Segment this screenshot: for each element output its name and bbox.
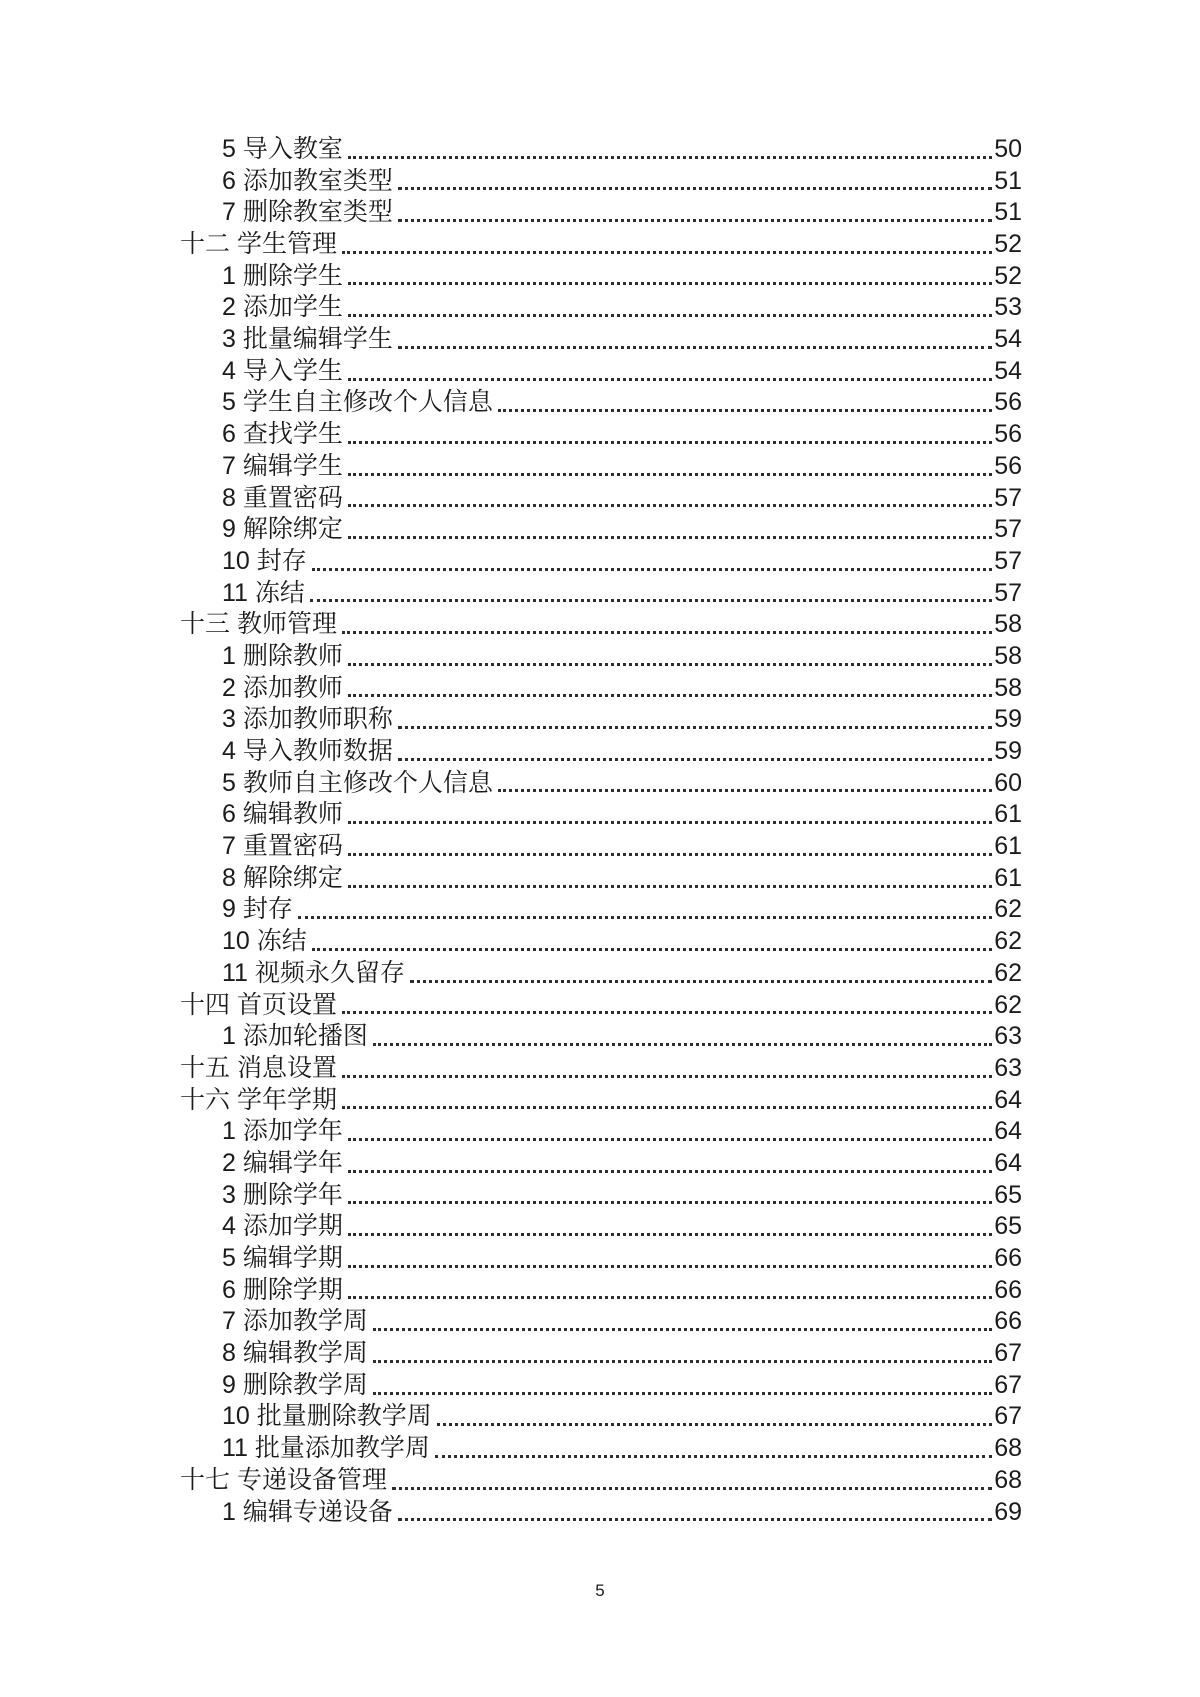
toc-entry-label: 十五 消息设置 (180, 1053, 337, 1082)
toc-entry-label: 6 添加教室类型 (222, 166, 393, 195)
dot-leader (373, 1043, 992, 1046)
toc-entry-label: 4 导入教师数据 (222, 737, 393, 766)
toc-entry[interactable] (180, 388, 1022, 420)
dot-leader (312, 568, 992, 571)
toc-entry-label: 十四 首页设置 (180, 990, 337, 1019)
dot-leader (310, 599, 992, 602)
toc-entry-label: 8 编辑教学周 (222, 1339, 368, 1368)
toc-entry[interactable] (180, 1306, 1022, 1338)
toc-entry-page-number: 69 (994, 1497, 1022, 1526)
toc-entry[interactable] (180, 1116, 1022, 1148)
toc-entry-label: 6 查找学生 (222, 420, 343, 449)
toc-entry-page-number: 65 (994, 1212, 1022, 1241)
toc-entry[interactable] (180, 1021, 1022, 1053)
toc-entry-label: 2 编辑学年 (222, 1148, 343, 1177)
dot-leader (348, 663, 992, 666)
dot-leader (435, 1455, 992, 1458)
toc-entry-label: 2 添加教师 (222, 673, 343, 702)
toc-entry-label: 5 编辑学期 (222, 1244, 343, 1273)
toc-entry-page-number: 52 (994, 261, 1022, 290)
toc-entry-page-number: 64 (994, 1148, 1022, 1177)
toc-entry-page-number: 54 (994, 325, 1022, 354)
dot-leader (392, 1487, 992, 1490)
dot-leader (373, 1328, 992, 1331)
toc-entry-page-number: 56 (994, 451, 1022, 480)
toc-entry-page-number: 64 (994, 1085, 1022, 1114)
toc-entry-page-number: 68 (994, 1434, 1022, 1463)
toc-entry-label: 11 视频永久留存 (222, 958, 405, 987)
toc-entry[interactable] (180, 1180, 1022, 1212)
toc-entry-page-number: 67 (994, 1402, 1022, 1431)
toc-entry-label: 十二 学生管理 (180, 230, 337, 259)
toc-entry-page-number: 58 (994, 641, 1022, 670)
dot-leader (348, 378, 992, 381)
dot-leader (398, 726, 992, 729)
toc-entry-page-number: 67 (994, 1370, 1022, 1399)
toc-entry-page-number: 51 (994, 198, 1022, 227)
toc-entry[interactable] (180, 1275, 1022, 1307)
dot-leader (348, 1138, 992, 1141)
toc-entry[interactable] (180, 166, 1022, 198)
toc-entry-label: 3 添加教师职称 (222, 705, 393, 734)
toc-entry-label: 十七 专递设备管理 (180, 1465, 387, 1494)
toc-entry-label: 10 冻结 (222, 927, 307, 956)
toc-entry-label: 5 学生自主修改个人信息 (222, 388, 493, 417)
toc-entry-page-number: 56 (994, 388, 1022, 417)
dot-leader (348, 441, 992, 444)
toc-entry-page-number: 63 (994, 1022, 1022, 1051)
dot-leader (398, 346, 992, 349)
toc-entry-label: 5 教师自主修改个人信息 (222, 768, 493, 797)
toc-entry-page-number: 57 (994, 546, 1022, 575)
toc-entry-label: 7 删除教室类型 (222, 198, 393, 227)
dot-leader (348, 473, 992, 476)
dot-leader (342, 1106, 992, 1109)
toc-entry-page-number: 62 (994, 958, 1022, 987)
dot-leader (348, 1201, 992, 1204)
toc-entry-label: 11 冻结 (222, 578, 305, 607)
dot-leader (312, 948, 992, 951)
toc-entry[interactable] (180, 736, 1022, 768)
toc-entry-page-number: 52 (994, 230, 1022, 259)
dot-leader (410, 980, 992, 983)
toc-entry[interactable] (180, 673, 1022, 705)
toc-entry[interactable] (180, 831, 1022, 863)
toc-entry[interactable] (180, 863, 1022, 895)
toc-entry-page-number: 62 (994, 895, 1022, 924)
toc-entry[interactable] (180, 483, 1022, 515)
toc-entry-label: 10 批量删除教学周 (222, 1402, 432, 1431)
toc-entry-page-number: 66 (994, 1244, 1022, 1273)
toc-entry-page-number: 62 (994, 927, 1022, 956)
toc-entry-label: 7 编辑学生 (222, 451, 343, 480)
toc-entry-page-number: 58 (994, 610, 1022, 639)
dot-leader (398, 187, 992, 190)
toc-entry[interactable] (180, 419, 1022, 451)
toc-entry-label: 1 添加轮播图 (222, 1022, 368, 1051)
toc-entry[interactable] (180, 292, 1022, 324)
toc-entry-label: 十三 教师管理 (180, 610, 337, 639)
toc-entry[interactable] (180, 229, 1022, 261)
toc-entry-label: 11 批量添加教学周 (222, 1434, 430, 1463)
toc-entry[interactable] (180, 895, 1022, 927)
dot-leader (298, 916, 992, 919)
toc-entry[interactable] (180, 799, 1022, 831)
toc-entry-page-number: 57 (994, 483, 1022, 512)
toc-entry-page-number: 60 (994, 768, 1022, 797)
toc-entry-page-number: 65 (994, 1180, 1022, 1209)
dot-leader (398, 219, 992, 222)
toc-entry-page-number: 57 (994, 515, 1022, 544)
toc-entry-label: 7 添加教学周 (222, 1307, 368, 1336)
toc-entry-page-number: 61 (994, 832, 1022, 861)
table-of-contents (180, 134, 1022, 1528)
toc-entry-page-number: 53 (994, 293, 1022, 322)
dot-leader (342, 631, 992, 634)
toc-entry-page-number: 57 (994, 578, 1022, 607)
toc-entry-page-number: 50 (994, 134, 1022, 163)
toc-entry[interactable] (180, 261, 1022, 293)
toc-entry-label: 8 解除绑定 (222, 863, 343, 892)
toc-entry[interactable] (180, 1211, 1022, 1243)
toc-entry-page-number: 67 (994, 1339, 1022, 1368)
dot-leader (348, 1296, 992, 1299)
toc-entry[interactable] (180, 1497, 1022, 1529)
toc-entry-label: 4 添加学期 (222, 1212, 343, 1241)
toc-entry-page-number: 56 (994, 420, 1022, 449)
toc-entry-label: 6 删除学期 (222, 1275, 343, 1304)
dot-leader (398, 758, 992, 761)
dot-leader (437, 1423, 992, 1426)
toc-entry-label: 1 删除教师 (222, 641, 343, 670)
toc-entry[interactable] (180, 1433, 1022, 1465)
dot-leader (348, 853, 992, 856)
dot-leader (348, 885, 992, 888)
toc-entry[interactable] (180, 546, 1022, 578)
toc-entry-label: 1 添加学年 (222, 1117, 343, 1146)
toc-entry-page-number: 51 (994, 166, 1022, 195)
toc-entry-label: 5 导入教室 (222, 134, 343, 163)
toc-entry-label: 6 编辑教师 (222, 800, 343, 829)
toc-entry-label: 10 封存 (222, 546, 307, 575)
toc-entry[interactable] (180, 514, 1022, 546)
toc-entry[interactable] (180, 704, 1022, 736)
toc-entry-label: 3 批量编辑学生 (222, 325, 393, 354)
dot-leader (398, 1518, 992, 1521)
toc-entry[interactable] (180, 1370, 1022, 1402)
dot-leader (342, 1011, 992, 1014)
toc-entry-label: 2 添加学生 (222, 293, 343, 322)
footer-page-number: 5 (595, 1581, 605, 1600)
dot-leader (348, 314, 992, 317)
dot-leader (348, 1233, 992, 1236)
toc-entry-label: 7 重置密码 (222, 832, 343, 861)
toc-entry[interactable] (180, 1402, 1022, 1434)
toc-entry-page-number: 64 (994, 1117, 1022, 1146)
toc-entry[interactable] (180, 926, 1022, 958)
toc-entry[interactable] (180, 1338, 1022, 1370)
toc-entry[interactable] (180, 578, 1022, 610)
toc-entry[interactable] (180, 958, 1022, 990)
toc-entry-page-number: 66 (994, 1275, 1022, 1304)
toc-entry-label: 3 删除学年 (222, 1180, 343, 1209)
toc-entry[interactable] (180, 641, 1022, 673)
toc-entry[interactable] (180, 1243, 1022, 1275)
dot-leader (498, 789, 992, 792)
toc-entry-page-number: 62 (994, 990, 1022, 1019)
toc-entry[interactable] (180, 356, 1022, 388)
dot-leader (348, 694, 992, 697)
toc-entry[interactable] (180, 768, 1022, 800)
toc-entry-page-number: 54 (994, 356, 1022, 385)
dot-leader (348, 504, 992, 507)
toc-entry[interactable] (180, 197, 1022, 229)
toc-entry-page-number: 61 (994, 863, 1022, 892)
toc-entry-label: 1 删除学生 (222, 261, 343, 290)
dot-leader (498, 409, 992, 412)
toc-entry-page-number: 63 (994, 1053, 1022, 1082)
toc-entry-label: 8 重置密码 (222, 483, 343, 512)
toc-entry[interactable] (180, 1465, 1022, 1497)
toc-entry[interactable] (180, 609, 1022, 641)
dot-leader (342, 1075, 992, 1078)
toc-entry[interactable] (180, 134, 1022, 166)
toc-entry-page-number: 59 (994, 737, 1022, 766)
toc-entry-label: 4 导入学生 (222, 356, 343, 385)
toc-entry-label: 9 删除教学周 (222, 1370, 368, 1399)
toc-entry[interactable] (180, 1053, 1022, 1085)
toc-entry[interactable] (180, 1148, 1022, 1180)
toc-entry[interactable] (180, 990, 1022, 1022)
dot-leader (348, 282, 992, 285)
dot-leader (342, 251, 992, 254)
toc-entry-label: 1 编辑专递设备 (222, 1497, 393, 1526)
dot-leader (373, 1392, 992, 1395)
dot-leader (348, 821, 992, 824)
dot-leader (373, 1360, 992, 1363)
dot-leader (348, 536, 992, 539)
toc-entry-page-number: 66 (994, 1307, 1022, 1336)
toc-entry-label: 9 解除绑定 (222, 515, 343, 544)
toc-entry[interactable] (180, 1085, 1022, 1117)
toc-entry-label: 9 封存 (222, 895, 293, 924)
toc-entry[interactable] (180, 451, 1022, 483)
dot-leader (348, 156, 992, 159)
toc-entry-page-number: 58 (994, 673, 1022, 702)
dot-leader (348, 1265, 992, 1268)
toc-entry[interactable] (180, 324, 1022, 356)
toc-entry-label: 十六 学年学期 (180, 1085, 337, 1114)
toc-entry-page-number: 59 (994, 705, 1022, 734)
dot-leader (348, 1170, 992, 1173)
toc-entry-page-number: 61 (994, 800, 1022, 829)
toc-entry-page-number: 68 (994, 1465, 1022, 1494)
